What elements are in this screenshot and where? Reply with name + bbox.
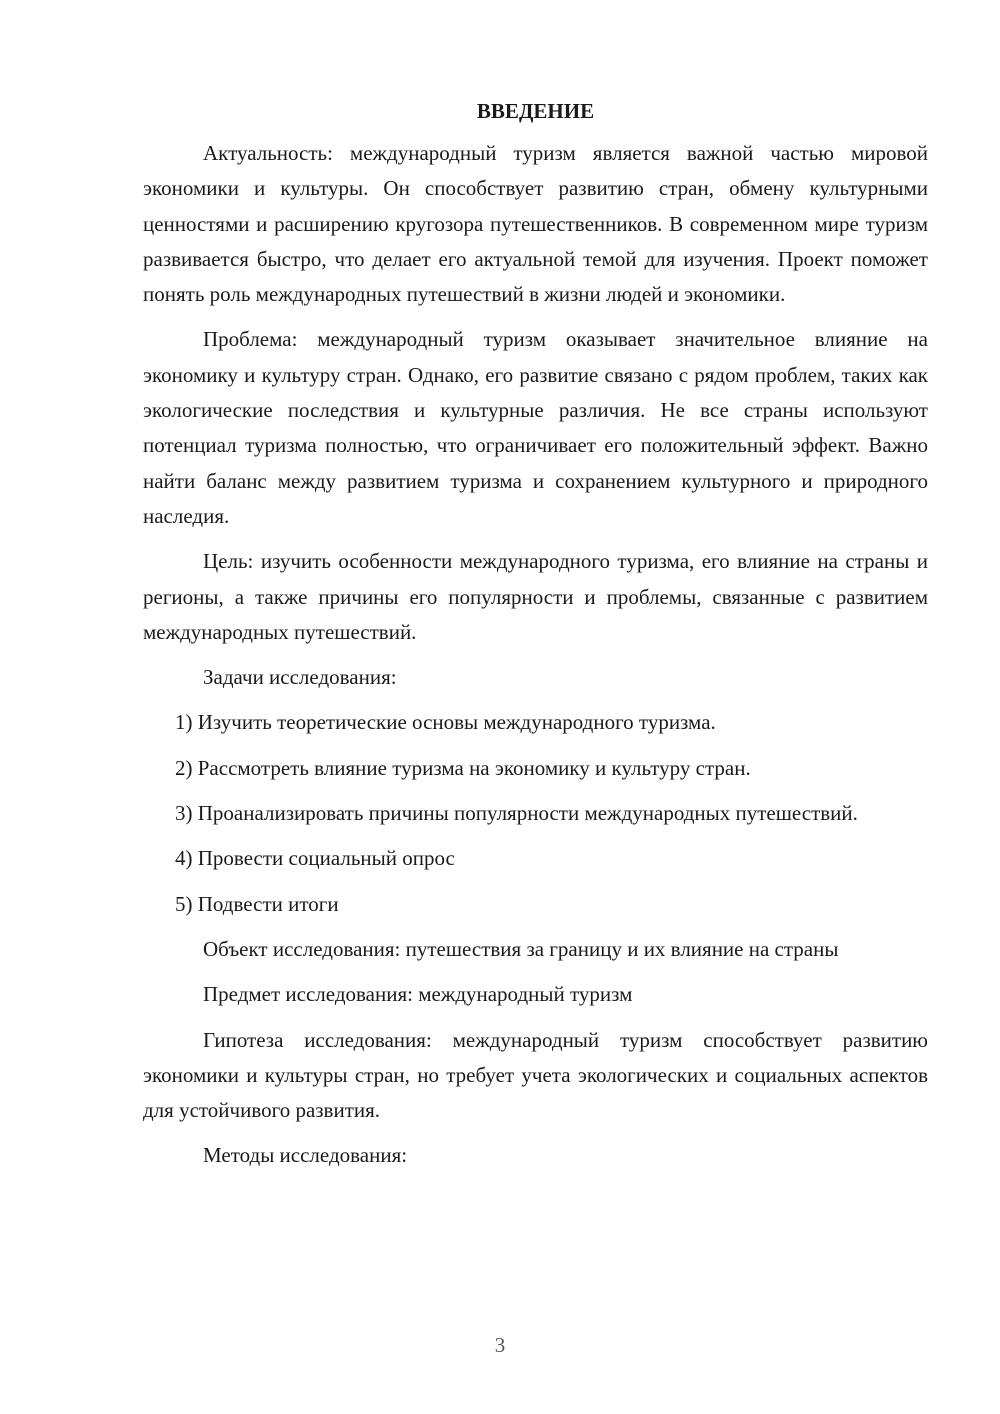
task-item-2: 2) Рассмотреть влияние туризма на экономику и культуру стран. <box>175 755 751 780</box>
paragraph-methods: Методы исследования: <box>203 1143 408 1168</box>
paragraph-relevance: Актуальность: международный туризм является важной частью мировой экономики и культуры. Он способствует развитию стран, обмену культурными ценностями и расширению кругозора путешественников. В современном мире туризм развивается быстро, что делает его актуальной темой для изучения. Проект поможет понять роль международных путешествий в жизни людей и экономики. <box>143 141 928 307</box>
task-item-3: 3) Проанализировать причины популярности международных путешествий. <box>175 801 858 826</box>
page-number: 3 <box>494 1333 506 1357</box>
paragraph-hypothesis: Гипотеза исследования: международный туризм способствует развитию экономики и культуры стран, но требует учета экологических и социальных аспектов для устойчивого развития. <box>143 1027 928 1123</box>
paragraph-tasks-heading: Задачи исследования: <box>203 665 397 690</box>
task-item-1: 1) Изучить теоретические основы международного туризма. <box>175 710 716 735</box>
paragraph-object: Объект исследования: путешествия за границу и их влияние на страны <box>203 936 839 961</box>
paragraph-goal: Цель: изучить особенности международного туризма, его влияние на страны и регионы, а также причины его популярности и проблемы, связанные с развитием международных путешествий. <box>143 549 928 644</box>
paragraph-subject: Предмет исследования: международный туризм <box>203 982 633 1007</box>
page-title: ВВЕДЕНИЕ <box>476 99 595 123</box>
task-item-4: 4) Провести социальный опрос <box>175 846 455 871</box>
task-item-5: 5) Подвести итоги <box>175 891 339 916</box>
paragraph-problem: Проблема: международный туризм оказывает значительное влияние на экономику и культуру стран. Однако, его развитие связано с рядом проблем, таких как экологические последствия и культурные различия. Не все страны используют потенциал туризма полностью, что ограничивает его положительный эффект. Важно найти баланс между развитием туризма и сохранением культурного и природного наследия. <box>143 327 928 528</box>
document-page <box>143 96 928 1184</box>
